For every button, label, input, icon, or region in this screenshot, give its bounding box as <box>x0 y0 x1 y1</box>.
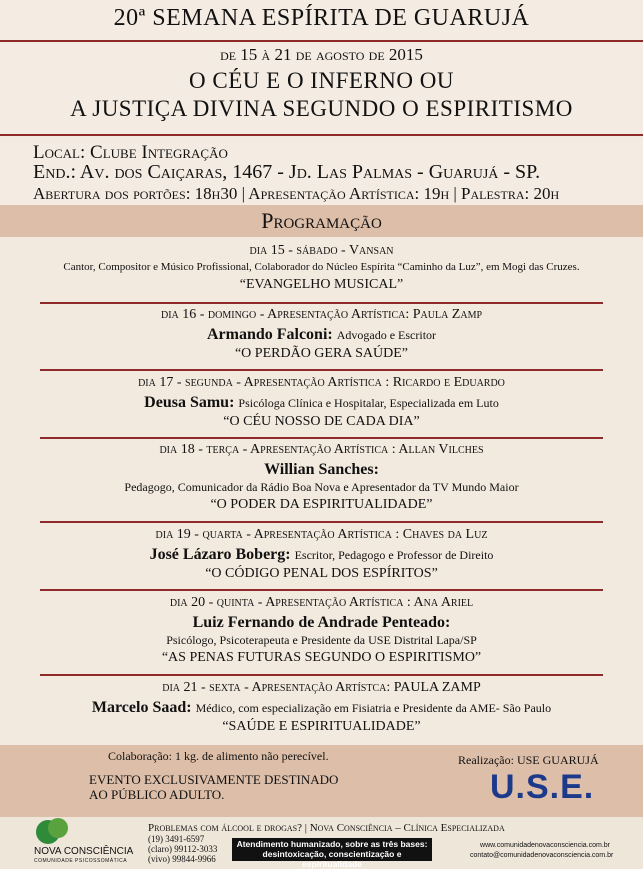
program-day <box>0 595 643 666</box>
sponsor-name: NOVA CONSCIÊNCIA <box>34 846 134 857</box>
program-day <box>0 680 643 735</box>
header <box>0 0 643 134</box>
talk-title: “SAÚDE E ESPIRITUALIDADE” <box>222 719 421 734</box>
location-times: Abertura dos portões: 18h30 | Apresentação Artística: 19h | Palestra: 20h <box>33 184 560 203</box>
speaker-name: Marcelo Saad: <box>91 699 192 716</box>
speaker-description: Advogado e Escritor <box>336 328 437 342</box>
divider <box>0 40 643 42</box>
divider <box>40 521 603 523</box>
program-day <box>0 527 643 582</box>
speaker-description: Escritor, Pedagogo e Professor de Direito <box>294 548 494 562</box>
day-heading: dia 15 - sábado - Vansan <box>249 243 394 258</box>
day-heading: dia 20 - quinta - Apresentação Artística : Ana Ariel <box>169 595 474 610</box>
program-day <box>0 307 643 362</box>
speaker-description: Pedagogo, Comunicador da Rádio Boa Nova e Apresentador da TV Mundo Maior <box>124 480 519 494</box>
sponsor-phones <box>148 834 217 864</box>
talk-title: “EVANGELHO MUSICAL” <box>239 277 404 292</box>
sponsor-subtitle: COMUNIDADE PSICOSSOMÁTICA <box>34 858 128 864</box>
phone-number: (vivo) 99844-9966 <box>148 854 216 864</box>
divider <box>40 437 603 439</box>
event-title: 20ª SEMANA ESPÍRITA DE GUARUJÁ <box>113 5 530 31</box>
day-heading: dia 17 - segunda - Apresentação Artística : Ricardo e Eduardo <box>138 375 505 390</box>
divider <box>40 674 603 676</box>
sponsor-headline: Problemas com álcool e drogas? | Nova Consciência – Clínica Especializada <box>148 822 505 834</box>
speaker-name: José Lázaro Boberg: <box>149 546 291 563</box>
program-day <box>0 442 643 513</box>
theme-line-1: O CÉU E O INFERNO OU <box>189 68 454 93</box>
speaker-description: Psicóloga Clínica e Hospitalar, Especializada em Luto <box>238 396 499 410</box>
audience-note-line-1: EVENTO EXCLUSIVAMENTE DESTINADO <box>89 772 339 787</box>
program-day <box>0 375 643 430</box>
audience-note-line-2: AO PÚBLICO ADULTO. <box>89 787 225 802</box>
speaker-name: Willian Sanches: <box>264 461 379 478</box>
event-dates: de 15 à 21 de agosto de 2015 <box>220 45 423 64</box>
tree-logo-icon <box>48 818 68 838</box>
day-heading: dia 16 - domingo - Apresentação Artística: Paula Zamp <box>160 307 483 322</box>
talk-title: “AS PENAS FUTURAS SEGUNDO O ESPIRITISMO” <box>161 650 482 665</box>
sponsor-email[interactable]: contato@comunidadenovaconsciencia.com.br <box>470 852 614 859</box>
location-address: End.: Av. dos Caiçaras, 1467 - Jd. Las Palmas - Guarujá - SP. <box>33 161 541 183</box>
speaker-description: Médico, com especialização em Fisiatria e Presidente da AME- São Paulo <box>195 701 552 715</box>
talk-title: “O CÉU NOSSO DE CADA DIA” <box>223 414 420 429</box>
divider <box>40 369 603 371</box>
talk-title: “O CÓDIGO PENAL DOS ESPÍRITOS” <box>205 566 438 581</box>
talk-title: “O PERDÃO GERA SAÚDE” <box>234 346 409 361</box>
day-heading: dia 21 - sexta - Apresentação Artístca: PAULA ZAMP <box>162 680 481 695</box>
phone-number: (claro) 99112-3033 <box>148 844 218 854</box>
speaker-description: Cantor, Compositor e Músico Profissional, Colaborador do Núcleo Espírita “Caminho da Luz”, em Mogi das Cruzes. <box>63 261 580 273</box>
divider <box>40 302 603 304</box>
speaker-name: Deusa Samu: <box>144 394 235 411</box>
use-logo: U.S.E. <box>490 768 595 806</box>
speaker-description: Psicólogo, Psicoterapeuta e Presidente da USE Distrital Lapa/SP <box>166 633 477 647</box>
sponsor-contact <box>470 841 614 861</box>
program-title: Programação <box>261 208 382 233</box>
collaboration-note: Colaboração: 1 kg. de alimento não perecível. <box>108 749 329 763</box>
speaker-name: Luiz Fernando de Andrade Penteado: <box>192 614 451 631</box>
talk-title: “O PODER DA ESPIRITUALIDADE” <box>210 497 433 512</box>
organizer-note: Realização: USE GUARUJÁ <box>458 753 599 767</box>
program-day <box>0 243 643 293</box>
location-local: Local: Clube Integração <box>33 142 228 163</box>
phone-number: (19) 3491-6597 <box>148 834 205 844</box>
tagline-line-1: Atendimento humanizado, sobre as três bases: <box>236 839 428 849</box>
divider <box>0 134 643 136</box>
day-heading: dia 19 - quarta - Apresentação Artística : Chaves da Luz <box>155 527 488 542</box>
divider <box>40 589 603 591</box>
day-heading: dia 18 - terça - Apresentação Artística : Allan Vilches <box>159 442 484 457</box>
audience-note <box>89 772 338 802</box>
tagline-line-2: desintoxicação, conscientização e espiritualidade <box>262 849 402 869</box>
location-block <box>0 140 643 206</box>
event-theme <box>0 67 643 123</box>
sponsor-website[interactable]: www.comunidadenovaconsciencia.com.br <box>480 842 610 849</box>
theme-line-2: A JUSTIÇA DIVINA SEGUNDO O ESPIRITISMO <box>70 96 573 121</box>
speaker-name: Armando Falconi: <box>206 326 333 343</box>
sponsor-tagline <box>232 838 432 869</box>
